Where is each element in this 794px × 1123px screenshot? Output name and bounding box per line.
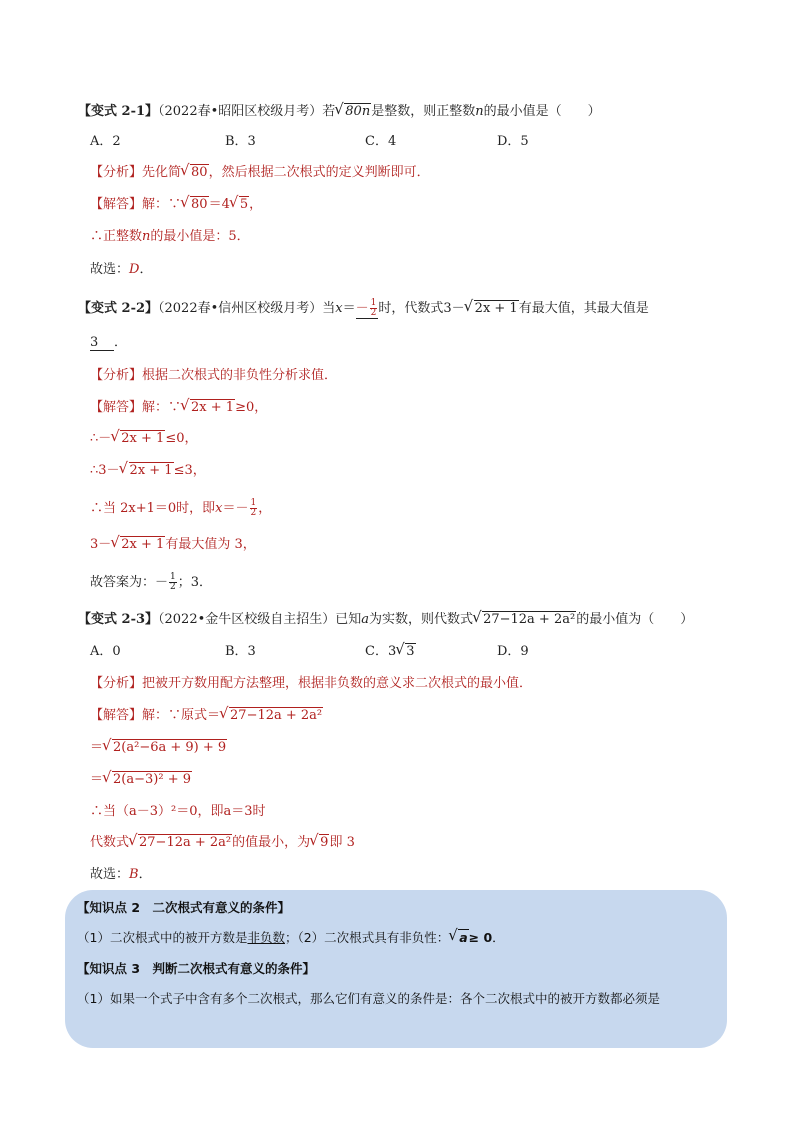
variant-tag: 【变式 2-1】 — [78, 104, 159, 119]
solution-2-1: 【解答】解：∵√ 80＝4√ 5， — [90, 196, 262, 214]
answer-blank-1: － $\frac{1}{2}$ — [355, 298, 377, 318]
analysis-2-2: 【分析】根据二次根式的非负性分析求值． — [90, 368, 338, 383]
solution-2-3-line3: ＝√ 2(a−3)² + 9 — [90, 771, 192, 789]
answer-2-2: 故答案为：－ $\frac{1}{2}$ ；3． — [90, 572, 213, 592]
analysis-2-1: 【分析】先化简√ 80，然后根据二次根式的定义判断即可． — [90, 164, 430, 182]
variant-2-2-blank2: 3 ． — [90, 335, 128, 350]
option-b: B．3 — [225, 644, 256, 659]
option-c: C．4 — [365, 134, 397, 149]
question-text: 是整数，则正整数 — [371, 104, 476, 119]
kp2-title: 【知识点 2 二次根式有意义的条件】 — [77, 900, 291, 915]
solution-2-3-line2: ＝√ 2(a²−6a + 9) + 9 — [90, 739, 227, 757]
question-end: 的最小值是（ ） — [483, 104, 601, 119]
option-d: D．5 — [497, 134, 529, 149]
answer-blank-2: 3 — [90, 336, 114, 351]
solution-2-3-line4: ∴当（a－3）²＝0，即a＝3时 — [90, 804, 266, 819]
knowledge-box — [65, 890, 727, 1048]
option-a: A．2 — [90, 134, 121, 149]
solution-2-3-line5: 代数式√ 27−12a + 2a²的值最小，为√ 9即 3 — [90, 834, 355, 852]
variant-2-3-question: 【变式 2-3】（2022•金牛区校级自主招生）已知a为实数，则代数式√ 27−12a + 2a²的最小值为（ ） — [78, 611, 693, 629]
variant-2-2-question: 【变式 2-2】（2022春•信州区校级月考）当x＝－ $\frac{1}{2}$ 时，代数式3－√ 2x + 1有最大值，其最大值是 — [78, 299, 649, 319]
kp3-title: 【知识点 3 判断二次根式有意义的条件】 — [77, 961, 316, 976]
solution-2-1-line2: ∴正整数n的最小值是：5． — [90, 229, 250, 244]
option-a: A．0 — [90, 644, 121, 659]
answer-2-3: 故选：B． — [90, 867, 152, 882]
option-b: B．3 — [225, 134, 256, 149]
source-text: （2022春•昭阳区校级月考）若 — [158, 104, 336, 119]
kp3-text: （1）如果一个式子中含有多个二次根式，那么它们有意义的条件是：各个二次根式中的被开方数都必须是 — [77, 991, 660, 1006]
solution-2-2-line3: ∴3－√ 2x + 1≤3， — [90, 462, 206, 480]
solution-2-2-line5: 3－√ 2x + 1有最大值为 3， — [90, 536, 256, 554]
var-n: n — [475, 104, 484, 119]
sqrt-expression: √ 80n — [336, 103, 371, 121]
option-c: C．3√ 3 — [365, 643, 416, 661]
answer-2-1: 故选：D． — [90, 262, 153, 277]
kp2-text: （1）二次根式中的被开方数是非负数；（2）二次根式具有非负性：√ a≥ 0． — [77, 929, 505, 947]
variant-2-1-question — [78, 103, 601, 121]
solution-2-2-line4: ∴当 2x+1＝0时，即x＝－ $\frac{1}{2}$ ， — [90, 498, 272, 518]
solution-2-3-line1: 【解答】解：∵原式＝√ 27−12a + 2a² — [90, 707, 323, 725]
solution-2-2-line2: ∴－√ 2x + 1≤0， — [90, 430, 197, 448]
analysis-2-3: 【分析】把被开方数用配方法整理，根据非负数的意义求二次根式的最小值． — [90, 676, 533, 691]
solution-2-2-line1: 【解答】解：∵√ 2x + 1≥0， — [90, 399, 267, 417]
option-d: D．9 — [497, 644, 529, 659]
